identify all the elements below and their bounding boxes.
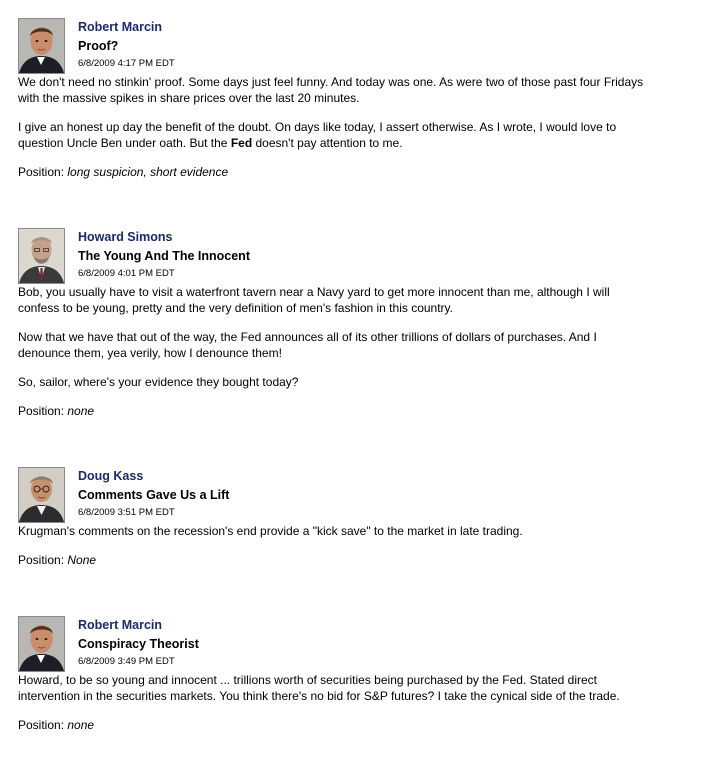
post-body	[18, 74, 648, 180]
author-name-link[interactable]: Robert Marcin	[78, 618, 163, 632]
post-title: The Young And The Innocent	[78, 249, 250, 263]
author-name-link[interactable]: Robert Marcin	[78, 20, 163, 34]
post-header	[18, 18, 648, 74]
post-timestamp: 6/8/2009 4:17 PM EDT	[78, 58, 175, 69]
post-paragraph: Krugman's comments on the recession's end provide a "kick save" to the market in late trading.	[18, 524, 523, 538]
post-timestamp: 6/8/2009 3:51 PM EDT	[78, 507, 175, 518]
post-meta	[78, 229, 250, 280]
post-body	[18, 284, 648, 419]
post-paragraph	[18, 119, 648, 151]
position-label: Position:	[18, 404, 65, 418]
position-line	[18, 164, 648, 180]
post-timestamp: 6/8/2009 3:49 PM EDT	[78, 656, 175, 667]
post-paragraph: Now that we have that out of the way, the Fed announces all of its other trillions of dollars of purchases. And I denounce them, yea verily, how I denounce them!	[18, 330, 597, 360]
post-timestamp: 6/8/2009 4:01 PM EDT	[78, 268, 175, 279]
post-meta	[78, 617, 199, 668]
post-body	[18, 523, 648, 568]
post-header	[18, 228, 648, 284]
position-label: Position:	[18, 718, 65, 732]
position-value: none	[67, 718, 95, 732]
post	[18, 616, 648, 746]
post-paragraph: Bob, you usually have to visit a waterfront tavern near a Navy yard to get more innocent than me, although I will confess to be young, pretty and the very definition of men's fashion in this country.	[18, 285, 610, 315]
fed-bold-text: Fed	[230, 136, 253, 150]
post	[18, 467, 648, 581]
post	[18, 228, 648, 432]
paragraph-text: I give an honest up day the benefit of the doubt. On days like today, I assert otherwise. As I wrote, I would love to question Uncle Ben under oath. But the	[18, 120, 617, 150]
position-value: none	[67, 404, 95, 418]
post-meta	[78, 19, 175, 70]
post-header	[18, 467, 648, 523]
position-line	[18, 552, 648, 568]
post-meta	[78, 468, 229, 519]
position-line	[18, 717, 648, 733]
post-header	[18, 616, 648, 672]
position-value: long suspicion, short evidence	[67, 165, 229, 179]
post-title: Comments Gave Us a Lift	[78, 488, 230, 502]
author-photo-icon[interactable]	[18, 18, 65, 74]
position-label: Position:	[18, 553, 65, 567]
post-paragraph: So, sailor, where's your evidence they bought today?	[18, 375, 299, 389]
post-title: Proof?	[78, 39, 119, 53]
position-line	[18, 403, 648, 419]
position-label: Position:	[18, 165, 65, 179]
post-title: Conspiracy Theorist	[78, 637, 199, 651]
author-photo-icon[interactable]	[18, 616, 65, 672]
author-name-link[interactable]: Doug Kass	[78, 469, 144, 483]
paragraph-text: doesn't pay attention to me.	[252, 136, 403, 150]
position-value: None	[67, 553, 97, 567]
author-photo-icon[interactable]	[18, 228, 65, 284]
author-name-link[interactable]: Howard Simons	[78, 230, 173, 244]
post-body	[18, 672, 648, 733]
post-paragraph: We don't need no stinkin' proof. Some days just feel funny. And today was one. As were two of those past four Fridays with the massive spikes in share prices over the last 20 minutes.	[18, 75, 644, 105]
post	[18, 18, 648, 193]
author-photo-icon[interactable]	[18, 467, 65, 523]
post-paragraph: Howard, to be so young and innocent ... trillions worth of securities being purchased by the Fed. Stated direct intervention in the securities markets. You think there's no bid for S&P futures? I take the cynical side of the trade.	[18, 673, 620, 703]
